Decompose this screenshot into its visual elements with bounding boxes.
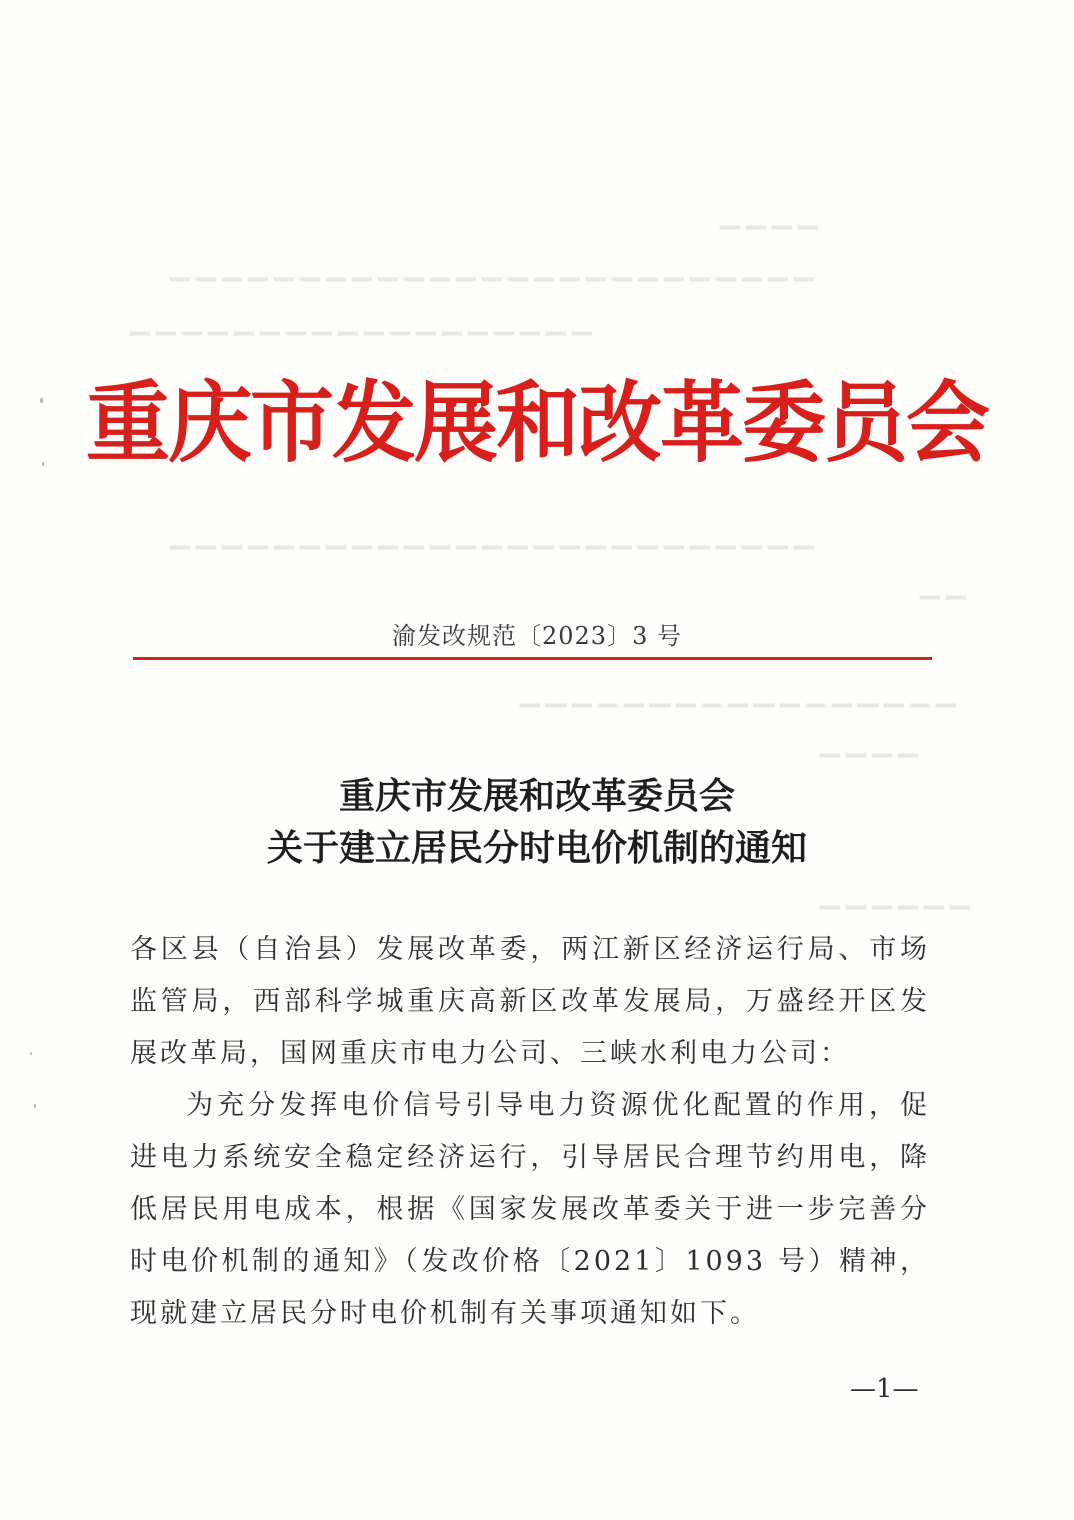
document-title — [0, 770, 1074, 874]
document-body — [130, 924, 930, 1340]
document-title-line1: 重庆市发展和改革委员会 — [338, 775, 735, 817]
scan-speck — [30, 1052, 32, 1055]
show-through-texture: ▁▁▁▁▁▁▁▁▁▁▁▁▁▁▁▁▁▁ — [130, 306, 598, 336]
show-through-texture: ▁▁▁▁ — [720, 200, 824, 230]
show-through-texture: ▁▁▁▁ — [820, 728, 924, 758]
document-number: 渝发改规范〔2023〕3 号 — [392, 622, 682, 650]
show-through-texture: ▁▁ — [920, 570, 972, 600]
recipients-paragraph: 各区县（自治县）发展改革委，两江新区经济运行局、市场监管局，西部科学城重庆高新区改革发展局，万盛经开区发展改革局，国网重庆市电力公司、三峡水利电力公司： — [130, 934, 930, 1069]
red-divider-line — [133, 657, 932, 660]
scan-speck — [34, 1104, 36, 1108]
show-through-texture: ▁▁▁▁▁▁▁▁▁▁▁▁▁▁▁▁▁ — [520, 678, 962, 708]
body-paragraph: 为充分发挥电价信号引导电力资源优化配置的作用，促进电力系统安全稳定经济运行，引导居民合理节约用电，降低居民用电成本，根据《国家发展改革委关于进一步完善分时电价机制的通知》（发改价格〔2021〕1093 号）精神，现就建立居民分时电价机制有关事项通知如下。 — [130, 1090, 930, 1329]
show-through-texture: ▁▁▁▁▁▁▁▁▁▁▁▁▁▁▁▁▁▁▁▁▁▁▁▁▁ — [170, 520, 820, 550]
show-through-texture: ▁▁▁▁▁▁ — [820, 880, 976, 910]
show-through-texture: ▁▁▁▁▁▁▁▁▁▁▁▁▁▁▁▁▁▁▁▁▁▁▁▁▁ — [170, 252, 820, 282]
document-title-line2: 关于建立居民分时电价机制的通知 — [266, 827, 807, 869]
issuing-organization-header: 重庆市发展和改革委员会 — [85, 371, 988, 475]
page-number: —1— — [850, 1374, 919, 1404]
